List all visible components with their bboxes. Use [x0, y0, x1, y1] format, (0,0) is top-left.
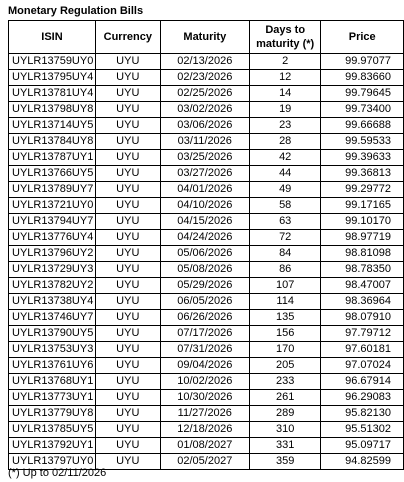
days-cell: 2: [249, 54, 320, 70]
days-cell: 84: [249, 246, 320, 262]
header-isin: ISIN: [9, 21, 96, 54]
days-cell: 205: [249, 358, 320, 374]
maturity-cell: 04/24/2026: [160, 230, 249, 246]
price-cell: 99.59533: [321, 134, 404, 150]
currency-cell: UYU: [95, 86, 160, 102]
table-row: [9, 150, 404, 166]
price-cell: 97.60181: [321, 342, 404, 358]
days-cell: 42: [249, 150, 320, 166]
price-cell: 98.78350: [321, 262, 404, 278]
isin-cell: UYLR13721UY0: [9, 198, 96, 214]
table-row: [9, 294, 404, 310]
isin-cell: UYLR13768UY1: [9, 374, 96, 390]
maturity-cell: 05/06/2026: [160, 246, 249, 262]
currency-cell: UYU: [95, 70, 160, 86]
table-row: [9, 358, 404, 374]
currency-cell: UYU: [95, 406, 160, 422]
currency-cell: UYU: [95, 438, 160, 454]
maturity-cell: 03/02/2026: [160, 102, 249, 118]
table-title: Monetary Regulation Bills: [8, 5, 144, 17]
isin-cell: UYLR13779UY8: [9, 406, 96, 422]
isin-cell: UYLR13759UY0: [9, 54, 96, 70]
table-row: [9, 310, 404, 326]
days-cell: 44: [249, 166, 320, 182]
isin-cell: UYLR13714UY5: [9, 118, 96, 134]
maturity-cell: 07/17/2026: [160, 326, 249, 342]
maturity-cell: 06/26/2026: [160, 310, 249, 326]
days-cell: 63: [249, 214, 320, 230]
isin-cell: UYLR13796UY2: [9, 246, 96, 262]
price-cell: 99.10170: [321, 214, 404, 230]
days-cell: 14: [249, 86, 320, 102]
isin-cell: UYLR13761UY6: [9, 358, 96, 374]
isin-cell: UYLR13792UY1: [9, 438, 96, 454]
isin-cell: UYLR13766UY5: [9, 166, 96, 182]
isin-cell: UYLR13794UY7: [9, 214, 96, 230]
maturity-cell: 10/02/2026: [160, 374, 249, 390]
price-cell: 99.66688: [321, 118, 404, 134]
isin-cell: UYLR13776UY4: [9, 230, 96, 246]
maturity-cell: 05/08/2026: [160, 262, 249, 278]
days-cell: 107: [249, 278, 320, 294]
isin-cell: UYLR13753UY3: [9, 342, 96, 358]
currency-cell: UYU: [95, 294, 160, 310]
header-row: [9, 21, 404, 54]
price-cell: 99.17165: [321, 198, 404, 214]
days-cell: 289: [249, 406, 320, 422]
table-row: [9, 342, 404, 358]
days-cell: 12: [249, 70, 320, 86]
currency-cell: UYU: [95, 150, 160, 166]
header-currency: Currency: [95, 21, 160, 54]
isin-cell: UYLR13790UY5: [9, 326, 96, 342]
maturity-cell: 01/08/2027: [160, 438, 249, 454]
table-row: [9, 118, 404, 134]
maturity-cell: 10/30/2026: [160, 390, 249, 406]
currency-cell: UYU: [95, 374, 160, 390]
currency-cell: UYU: [95, 230, 160, 246]
currency-cell: UYU: [95, 102, 160, 118]
header-days-to-maturity: Days to maturity (*): [249, 21, 320, 54]
isin-cell: UYLR13773UY1: [9, 390, 96, 406]
price-cell: 98.81098: [321, 246, 404, 262]
currency-cell: UYU: [95, 278, 160, 294]
isin-cell: UYLR13798UY8: [9, 102, 96, 118]
maturity-cell: 03/27/2026: [160, 166, 249, 182]
days-cell: 359: [249, 454, 320, 470]
maturity-cell: 04/15/2026: [160, 214, 249, 230]
isin-cell: UYLR13789UY7: [9, 182, 96, 198]
table-row: [9, 70, 404, 86]
price-cell: 99.36813: [321, 166, 404, 182]
isin-cell: UYLR13746UY7: [9, 310, 96, 326]
table-row: [9, 406, 404, 422]
days-cell: 233: [249, 374, 320, 390]
table-row: [9, 102, 404, 118]
maturity-cell: 03/25/2026: [160, 150, 249, 166]
currency-cell: UYU: [95, 246, 160, 262]
days-cell: 261: [249, 390, 320, 406]
currency-cell: UYU: [95, 358, 160, 374]
isin-cell: UYLR13785UY5: [9, 422, 96, 438]
table-row: [9, 54, 404, 70]
currency-cell: UYU: [95, 134, 160, 150]
days-cell: 114: [249, 294, 320, 310]
isin-cell: UYLR13795UY4: [9, 70, 96, 86]
maturity-cell: 11/27/2026: [160, 406, 249, 422]
header-price: Price: [321, 21, 404, 54]
price-cell: 97.07024: [321, 358, 404, 374]
table-row: [9, 438, 404, 454]
bills-table: [8, 20, 404, 470]
price-cell: 95.82130: [321, 406, 404, 422]
days-cell: 86: [249, 262, 320, 278]
days-cell: 58: [249, 198, 320, 214]
isin-cell: UYLR13797UY0: [9, 454, 96, 470]
maturity-cell: 04/01/2026: [160, 182, 249, 198]
currency-cell: UYU: [95, 182, 160, 198]
maturity-cell: 09/04/2026: [160, 358, 249, 374]
maturity-cell: 05/29/2026: [160, 278, 249, 294]
price-cell: 99.73400: [321, 102, 404, 118]
isin-cell: UYLR13738UY4: [9, 294, 96, 310]
days-cell: 72: [249, 230, 320, 246]
price-cell: 98.97719: [321, 230, 404, 246]
currency-cell: UYU: [95, 198, 160, 214]
currency-cell: UYU: [95, 326, 160, 342]
table-row: [9, 86, 404, 102]
price-cell: 99.97077: [321, 54, 404, 70]
isin-cell: UYLR13784UY8: [9, 134, 96, 150]
price-cell: 96.29083: [321, 390, 404, 406]
table-row: [9, 182, 404, 198]
price-cell: 99.29772: [321, 182, 404, 198]
table-row: [9, 278, 404, 294]
table-row: [9, 230, 404, 246]
days-cell: 19: [249, 102, 320, 118]
currency-cell: UYU: [95, 54, 160, 70]
price-cell: 99.79645: [321, 86, 404, 102]
footnote: (*) Up to 02/11/2026: [8, 467, 107, 479]
maturity-cell: 12/18/2026: [160, 422, 249, 438]
maturity-cell: 03/11/2026: [160, 134, 249, 150]
days-cell: 170: [249, 342, 320, 358]
maturity-cell: 04/10/2026: [160, 198, 249, 214]
maturity-cell: 02/13/2026: [160, 54, 249, 70]
table-row: [9, 326, 404, 342]
currency-cell: UYU: [95, 390, 160, 406]
maturity-cell: 02/23/2026: [160, 70, 249, 86]
price-cell: 98.07910: [321, 310, 404, 326]
table-row: [9, 422, 404, 438]
isin-cell: UYLR13781UY4: [9, 86, 96, 102]
currency-cell: UYU: [95, 422, 160, 438]
maturity-cell: 06/05/2026: [160, 294, 249, 310]
table-row: [9, 374, 404, 390]
days-cell: 23: [249, 118, 320, 134]
price-cell: 94.82599: [321, 454, 404, 470]
price-cell: 99.39633: [321, 150, 404, 166]
price-cell: 99.83660: [321, 70, 404, 86]
days-cell: 156: [249, 326, 320, 342]
currency-cell: UYU: [95, 214, 160, 230]
table-row: [9, 134, 404, 150]
currency-cell: UYU: [95, 262, 160, 278]
price-cell: 97.79712: [321, 326, 404, 342]
table-row: [9, 198, 404, 214]
maturity-cell: 02/05/2027: [160, 454, 249, 470]
days-cell: 28: [249, 134, 320, 150]
isin-cell: UYLR13787UY1: [9, 150, 96, 166]
currency-cell: UYU: [95, 342, 160, 358]
days-cell: 49: [249, 182, 320, 198]
table-row: [9, 262, 404, 278]
header-maturity: Maturity: [160, 21, 249, 54]
price-cell: 98.47007: [321, 278, 404, 294]
isin-cell: UYLR13782UY2: [9, 278, 96, 294]
price-cell: 98.36964: [321, 294, 404, 310]
table-row: [9, 390, 404, 406]
currency-cell: UYU: [95, 310, 160, 326]
maturity-cell: 07/31/2026: [160, 342, 249, 358]
table-row: [9, 214, 404, 230]
price-cell: 95.09717: [321, 438, 404, 454]
table-row: [9, 166, 404, 182]
isin-cell: UYLR13729UY3: [9, 262, 96, 278]
price-cell: 95.51302: [321, 422, 404, 438]
currency-cell: UYU: [95, 454, 160, 470]
price-cell: 96.67914: [321, 374, 404, 390]
maturity-cell: 03/06/2026: [160, 118, 249, 134]
days-cell: 331: [249, 438, 320, 454]
currency-cell: UYU: [95, 118, 160, 134]
currency-cell: UYU: [95, 166, 160, 182]
maturity-cell: 02/25/2026: [160, 86, 249, 102]
days-cell: 135: [249, 310, 320, 326]
days-cell: 310: [249, 422, 320, 438]
table-row: [9, 246, 404, 262]
